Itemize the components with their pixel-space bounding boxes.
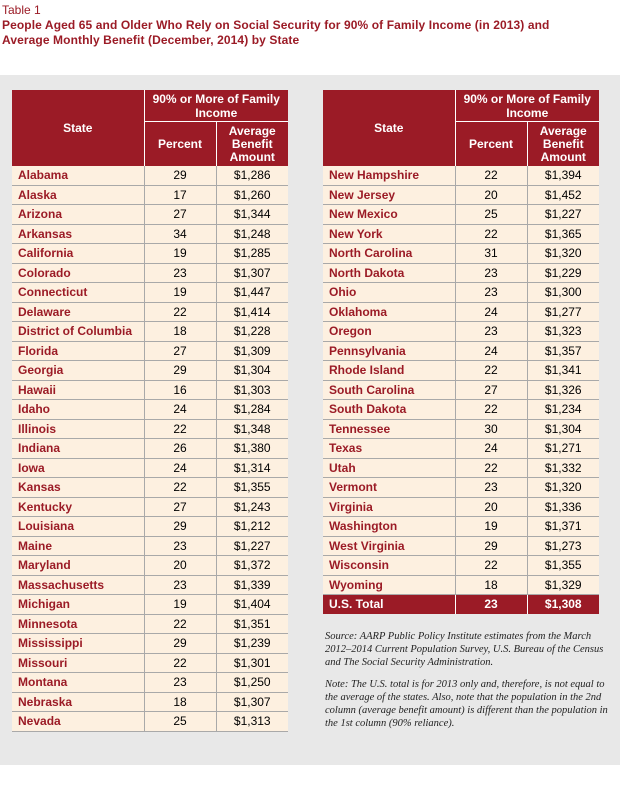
total-percent-cell: 23 <box>455 595 527 614</box>
percent-cell: 23 <box>455 263 527 283</box>
percent-cell: 30 <box>455 419 527 439</box>
benefit-cell: $1,394 <box>527 166 599 185</box>
benefit-cell: $1,301 <box>216 653 288 673</box>
table-row <box>323 439 599 459</box>
table-row <box>323 322 599 342</box>
table-row <box>12 712 288 732</box>
table-title-line-2: Average Monthly Benefit (December, 2014) by State <box>2 33 300 47</box>
benefit-column-header: Average Benefit Amount <box>527 122 599 167</box>
benefit-cell: $1,303 <box>216 380 288 400</box>
table-row <box>12 361 288 381</box>
table-row <box>323 166 599 185</box>
benefit-cell: $1,277 <box>527 302 599 322</box>
table-title-line-1: People Aged 65 and Older Who Rely on Social Security for 90% of Family Income (in 2013) and <box>2 18 550 32</box>
percent-cell: 17 <box>144 185 216 205</box>
table-row <box>323 341 599 361</box>
benefit-cell: $1,300 <box>527 283 599 303</box>
percent-cell: 26 <box>144 439 216 459</box>
percent-cell: 27 <box>144 497 216 517</box>
state-name-cell: Washington <box>323 517 455 537</box>
state-name-cell: Utah <box>323 458 455 478</box>
benefit-cell: $1,320 <box>527 244 599 264</box>
state-column-header: State <box>12 90 144 166</box>
state-name-cell: Tennessee <box>323 419 455 439</box>
table-row <box>323 283 599 303</box>
percent-cell: 16 <box>144 380 216 400</box>
table-row <box>12 166 288 185</box>
benefit-cell: $1,286 <box>216 166 288 185</box>
benefit-cell: $1,452 <box>527 185 599 205</box>
benefit-cell: $1,243 <box>216 497 288 517</box>
benefit-cell: $1,229 <box>527 263 599 283</box>
percent-cell: 23 <box>455 283 527 303</box>
state-name-cell: New Jersey <box>323 185 455 205</box>
percent-cell: 22 <box>144 302 216 322</box>
table-row <box>12 478 288 498</box>
percent-cell: 22 <box>144 614 216 634</box>
table-row <box>12 517 288 537</box>
table-row <box>12 224 288 244</box>
percent-cell: 22 <box>144 419 216 439</box>
benefit-cell: $1,309 <box>216 341 288 361</box>
table-row <box>323 361 599 381</box>
table-row <box>323 517 599 537</box>
state-name-cell: South Carolina <box>323 380 455 400</box>
state-name-cell: Colorado <box>12 263 144 283</box>
table-row <box>12 556 288 576</box>
table-row <box>12 341 288 361</box>
percent-cell: 19 <box>144 283 216 303</box>
state-name-cell: New Mexico <box>323 205 455 225</box>
benefit-cell: $1,307 <box>216 692 288 712</box>
benefit-cell: $1,339 <box>216 575 288 595</box>
table-row <box>12 634 288 654</box>
benefit-cell: $1,348 <box>216 419 288 439</box>
state-name-cell: New York <box>323 224 455 244</box>
table-row <box>323 536 599 556</box>
state-name-cell: Illinois <box>12 419 144 439</box>
table-row <box>12 497 288 517</box>
benefit-cell: $1,355 <box>527 556 599 576</box>
benefit-cell: $1,228 <box>216 322 288 342</box>
percent-cell: 22 <box>455 166 527 185</box>
table-row <box>12 673 288 693</box>
state-name-cell: Ohio <box>323 283 455 303</box>
percent-cell: 23 <box>144 536 216 556</box>
table-row <box>12 575 288 595</box>
notes-block <box>325 630 617 739</box>
state-name-cell: New Hampshire <box>323 166 455 185</box>
table-row <box>323 224 599 244</box>
benefit-cell: $1,355 <box>216 478 288 498</box>
percent-cell: 24 <box>455 341 527 361</box>
benefit-cell: $1,365 <box>527 224 599 244</box>
percent-cell: 22 <box>144 653 216 673</box>
percent-cell: 18 <box>455 575 527 595</box>
state-name-cell: Montana <box>12 673 144 693</box>
percent-cell: 34 <box>144 224 216 244</box>
percent-column-header: Percent <box>455 122 527 167</box>
state-name-cell: Missouri <box>12 653 144 673</box>
total-row <box>323 595 599 614</box>
footnote: Note: The U.S. total is for 2013 only and, therefore, is not equal to the average of the states. Also, note that the population in the 2nd column (average benefit amount) is different than the population in the 1st column (90% reliance). <box>325 679 608 729</box>
state-name-cell: Arkansas <box>12 224 144 244</box>
state-name-cell: Arizona <box>12 205 144 225</box>
state-name-cell: Wisconsin <box>323 556 455 576</box>
percent-cell: 25 <box>144 712 216 732</box>
benefit-cell: $1,284 <box>216 400 288 420</box>
state-name-cell: Kansas <box>12 478 144 498</box>
table-row <box>12 244 288 264</box>
table-header <box>2 3 618 48</box>
table-row <box>323 185 599 205</box>
total-benefit-cell: $1,308 <box>527 595 599 614</box>
state-table-right <box>323 90 599 614</box>
state-name-cell: Massachusetts <box>12 575 144 595</box>
state-name-cell: Kentucky <box>12 497 144 517</box>
state-name-cell: Michigan <box>12 595 144 615</box>
benefit-cell: $1,314 <box>216 458 288 478</box>
table-row <box>12 653 288 673</box>
percent-cell: 23 <box>455 322 527 342</box>
percent-cell: 23 <box>455 478 527 498</box>
table-row <box>12 536 288 556</box>
percent-cell: 25 <box>455 205 527 225</box>
percent-cell: 24 <box>455 439 527 459</box>
total-label-cell: U.S. Total <box>323 595 455 614</box>
percent-cell: 20 <box>144 556 216 576</box>
table-row <box>323 497 599 517</box>
state-name-cell: South Dakota <box>323 400 455 420</box>
state-name-cell: Georgia <box>12 361 144 381</box>
state-name-cell: Nevada <box>12 712 144 732</box>
benefit-cell: $1,344 <box>216 205 288 225</box>
state-name-cell: North Dakota <box>323 263 455 283</box>
benefit-cell: $1,239 <box>216 634 288 654</box>
percent-cell: 22 <box>455 361 527 381</box>
state-name-cell: Maine <box>12 536 144 556</box>
table-row <box>12 400 288 420</box>
table-row <box>12 302 288 322</box>
table-row <box>323 458 599 478</box>
percent-cell: 19 <box>455 517 527 537</box>
table-row <box>12 322 288 342</box>
source-note: Source: AARP Public Policy Institute estimates from the March 2012–2014 Current Population Survey, U.S. Bureau of the Census and The Social Security Administration. <box>325 631 604 668</box>
percent-cell: 24 <box>144 400 216 420</box>
percent-cell: 24 <box>455 302 527 322</box>
table-row <box>12 692 288 712</box>
state-name-cell: Connecticut <box>12 283 144 303</box>
percent-cell: 22 <box>455 556 527 576</box>
table-row <box>323 244 599 264</box>
table-row <box>323 556 599 576</box>
group-column-header: 90% or More of Family Income <box>455 90 599 122</box>
state-name-cell: Indiana <box>12 439 144 459</box>
state-name-cell: Oklahoma <box>323 302 455 322</box>
benefit-cell: $1,248 <box>216 224 288 244</box>
benefit-cell: $1,404 <box>216 595 288 615</box>
table-label: Table 1 <box>2 3 41 17</box>
benefit-cell: $1,250 <box>216 673 288 693</box>
percent-cell: 31 <box>455 244 527 264</box>
table-row <box>12 263 288 283</box>
state-name-cell: Nebraska <box>12 692 144 712</box>
benefit-cell: $1,380 <box>216 439 288 459</box>
state-name-cell: Oregon <box>323 322 455 342</box>
table-row <box>12 185 288 205</box>
benefit-cell: $1,447 <box>216 283 288 303</box>
state-name-cell: Texas <box>323 439 455 459</box>
benefit-cell: $1,357 <box>527 341 599 361</box>
percent-cell: 24 <box>144 458 216 478</box>
benefit-cell: $1,326 <box>527 380 599 400</box>
state-name-cell: Maryland <box>12 556 144 576</box>
state-name-cell: Delaware <box>12 302 144 322</box>
percent-cell: 19 <box>144 244 216 264</box>
table-row <box>323 400 599 420</box>
table-row <box>12 283 288 303</box>
benefit-cell: $1,323 <box>527 322 599 342</box>
state-column-header: State <box>323 90 455 166</box>
percent-cell: 29 <box>144 166 216 185</box>
table-row <box>323 380 599 400</box>
percent-cell: 22 <box>455 400 527 420</box>
state-name-cell: Iowa <box>12 458 144 478</box>
percent-cell: 18 <box>144 692 216 712</box>
table-row <box>323 263 599 283</box>
table-row <box>323 302 599 322</box>
benefit-cell: $1,351 <box>216 614 288 634</box>
percent-cell: 29 <box>144 361 216 381</box>
percent-cell: 22 <box>455 458 527 478</box>
benefit-column-header: Average Benefit Amount <box>216 122 288 167</box>
table-row <box>12 419 288 439</box>
state-name-cell: Minnesota <box>12 614 144 634</box>
percent-cell: 22 <box>144 478 216 498</box>
percent-cell: 27 <box>144 205 216 225</box>
benefit-cell: $1,271 <box>527 439 599 459</box>
state-name-cell: California <box>12 244 144 264</box>
percent-cell: 29 <box>144 634 216 654</box>
table-row <box>323 205 599 225</box>
table-row <box>12 614 288 634</box>
percent-cell: 20 <box>455 497 527 517</box>
benefit-cell: $1,332 <box>527 458 599 478</box>
percent-cell: 19 <box>144 595 216 615</box>
benefit-cell: $1,371 <box>527 517 599 537</box>
state-name-cell: Wyoming <box>323 575 455 595</box>
percent-cell: 23 <box>144 263 216 283</box>
table-row <box>12 595 288 615</box>
state-name-cell: Vermont <box>323 478 455 498</box>
benefit-cell: $1,285 <box>216 244 288 264</box>
table-row <box>12 205 288 225</box>
benefit-cell: $1,320 <box>527 478 599 498</box>
percent-cell: 18 <box>144 322 216 342</box>
benefit-cell: $1,234 <box>527 400 599 420</box>
percent-cell: 27 <box>455 380 527 400</box>
state-name-cell: Rhode Island <box>323 361 455 381</box>
state-name-cell: Idaho <box>12 400 144 420</box>
benefit-cell: $1,372 <box>216 556 288 576</box>
benefit-cell: $1,329 <box>527 575 599 595</box>
table-row <box>12 439 288 459</box>
table-row <box>323 478 599 498</box>
state-name-cell: Virginia <box>323 497 455 517</box>
benefit-cell: $1,304 <box>527 419 599 439</box>
state-name-cell: Alaska <box>12 185 144 205</box>
group-column-header: 90% or More of Family Income <box>144 90 288 122</box>
benefit-cell: $1,307 <box>216 263 288 283</box>
table-row <box>323 419 599 439</box>
state-name-cell: North Carolina <box>323 244 455 264</box>
benefit-cell: $1,227 <box>216 536 288 556</box>
state-name-cell: Louisiana <box>12 517 144 537</box>
percent-cell: 23 <box>144 673 216 693</box>
table-row <box>12 380 288 400</box>
state-name-cell: Hawaii <box>12 380 144 400</box>
table-row <box>323 575 599 595</box>
benefit-cell: $1,414 <box>216 302 288 322</box>
state-name-cell: Mississippi <box>12 634 144 654</box>
benefit-cell: $1,313 <box>216 712 288 732</box>
benefit-cell: $1,336 <box>527 497 599 517</box>
state-name-cell: West Virginia <box>323 536 455 556</box>
percent-cell: 20 <box>455 185 527 205</box>
state-table-left <box>12 90 288 732</box>
table-row <box>12 458 288 478</box>
state-name-cell: Alabama <box>12 166 144 185</box>
percent-cell: 29 <box>144 517 216 537</box>
benefit-cell: $1,341 <box>527 361 599 381</box>
benefit-cell: $1,304 <box>216 361 288 381</box>
percent-cell: 29 <box>455 536 527 556</box>
percent-cell: 22 <box>455 224 527 244</box>
percent-cell: 27 <box>144 341 216 361</box>
state-name-cell: Pennsylvania <box>323 341 455 361</box>
benefit-cell: $1,227 <box>527 205 599 225</box>
state-name-cell: District of Columbia <box>12 322 144 342</box>
benefit-cell: $1,212 <box>216 517 288 537</box>
benefit-cell: $1,273 <box>527 536 599 556</box>
percent-column-header: Percent <box>144 122 216 167</box>
percent-cell: 23 <box>144 575 216 595</box>
state-name-cell: Florida <box>12 341 144 361</box>
benefit-cell: $1,260 <box>216 185 288 205</box>
